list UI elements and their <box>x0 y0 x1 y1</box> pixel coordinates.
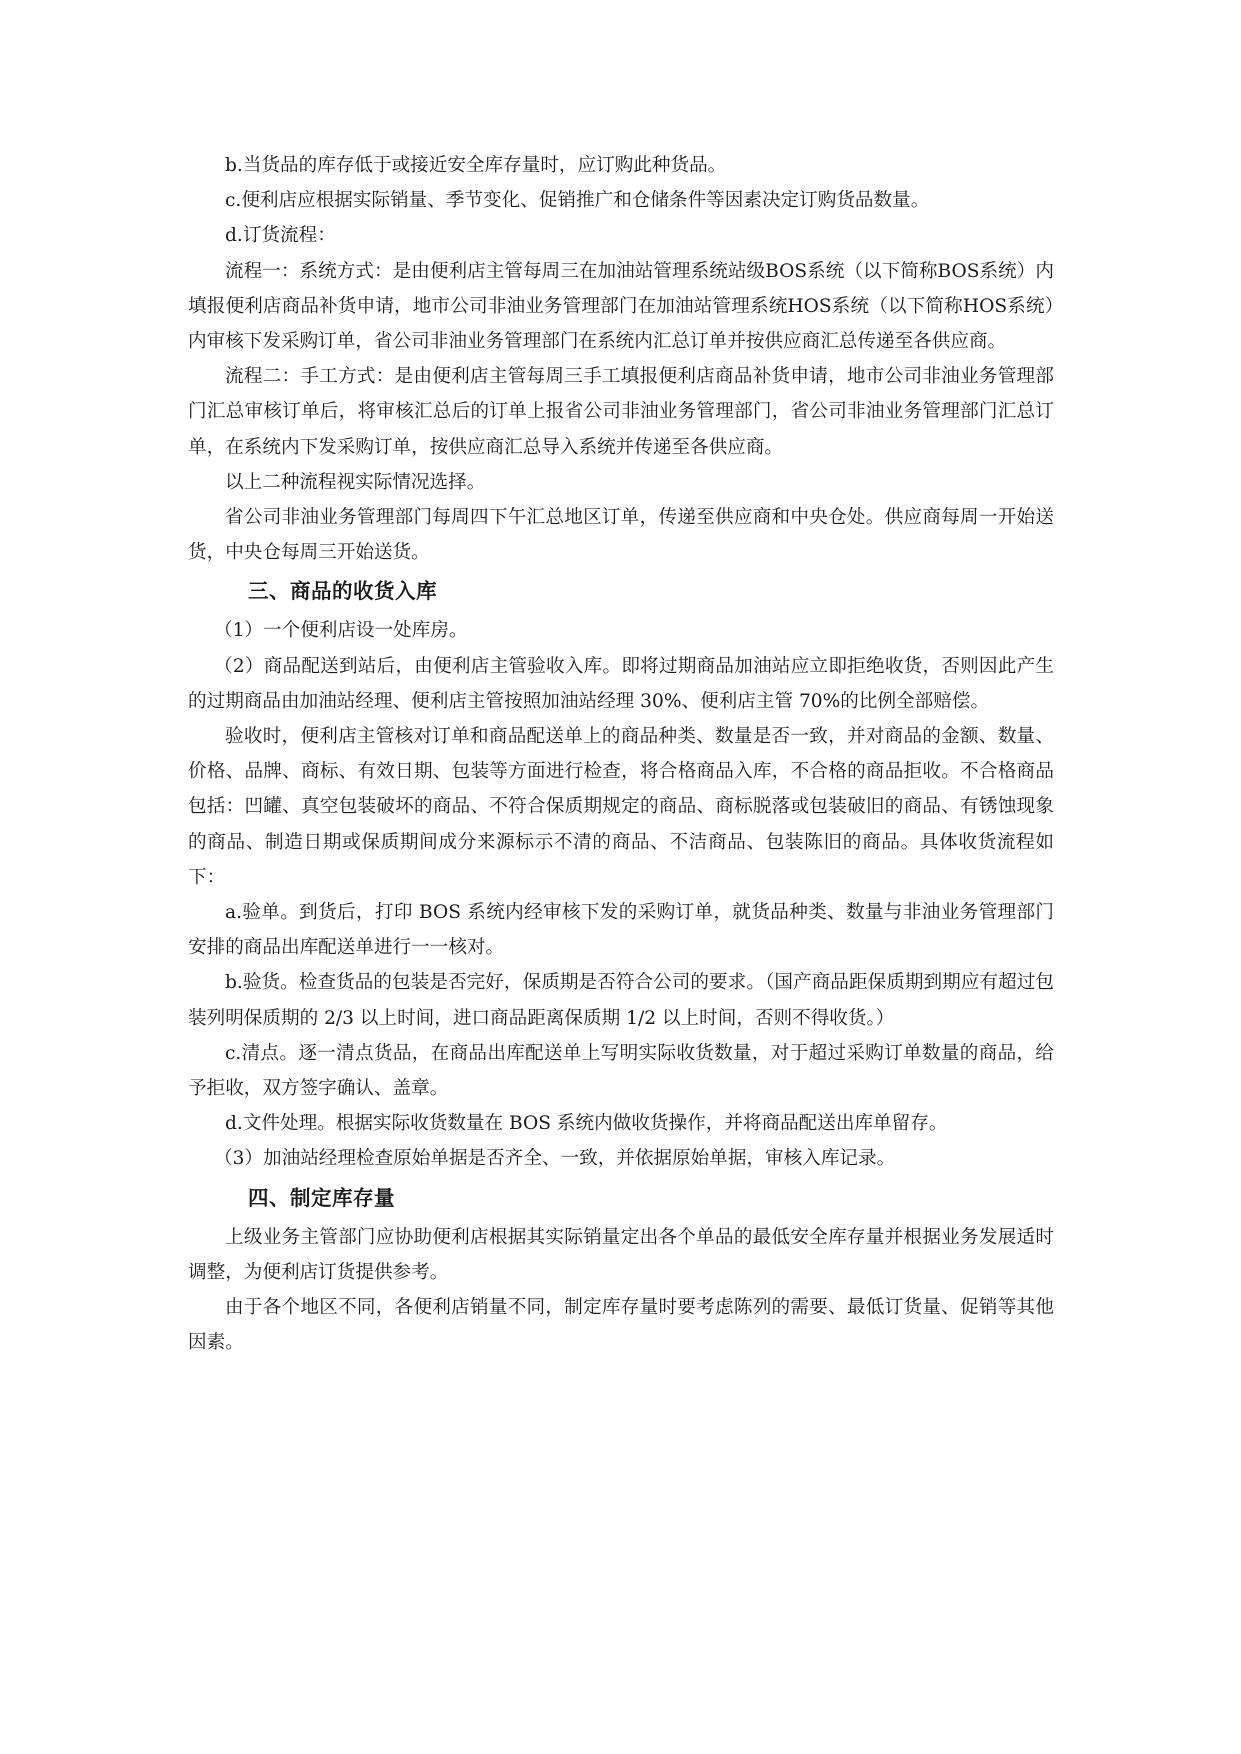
paragraph-delivery-acceptance: （2）商品配送到站后，由便利店主管验收入库。即将过期商品加油站应立即拒绝收货，否则因此产生的过期商品由加油站经理、便利店主管按照加油站经理 30%、便利店主管 70%的比例全部赔偿。 <box>188 655 1054 712</box>
paragraph-process-choice: 以上二种流程视实际情况选择。 <box>225 471 486 493</box>
document-body <box>188 148 1054 1361</box>
paragraph-inspection: 验收时，便利店主管核对订单和商品配送单上的商品种类、数量是否一致，并对商品的金额、数量、价格、品牌、商标、有效日期、包装等方面进行检查，将合格商品入库，不合格的商品拒收。不合格商品包括：凹罐、真空包装破坏的商品、不符合保质期规定的商品、商标脱落或包装破旧的商品、有锈蚀现象的商品、制造日期或保质期间成分来源标示不清的商品、不洁商品、包装陈旧的商品。具体收货流程如下： <box>188 726 1054 888</box>
paragraph-stock-factors: 由于各个地区不同，各便利店销量不同，制定库存量时要考虑陈列的需要、最低订货量、促销等其他因素。 <box>188 1297 1054 1354</box>
paragraph-c-order-quantity: c.便利店应根据实际销量、季节变化、促销推广和仓储条件等因素决定订购货品数量。 <box>225 190 930 212</box>
paragraph-order-summary: 省公司非油业务管理部门每周四下午汇总地区订单，传递至供应商和中央仓处。供应商每周一开始送货，中央仓每周三开始送货。 <box>188 507 1054 564</box>
paragraph-d-order-process: d.订货流程： <box>225 225 336 247</box>
section-heading-receiving: 三、商品的收货入库 <box>248 579 437 604</box>
paragraph-c-count-goods: c.清点。逐一清点货品，在商品出库配送单上写明实际收货数量，对于超过采购订单数量的商品，给予拒收，双方签字确认、盖章。 <box>188 1042 1054 1100</box>
section-heading-inventory: 四、制定库存量 <box>248 1185 395 1210</box>
paragraph-safety-stock: 上级业务主管部门应协助便利店根据其实际销量定出各个单品的最低安全库存量并根据业务发展适时调整，为便利店订货提供参考。 <box>188 1226 1054 1283</box>
paragraph-a-verify-order: a.验单。到货后，打印 BOS 系统内经审核下发的采购订单，就货品种类、数量与非油业务管理部门安排的商品出库配送单进行一一核对。 <box>188 902 1054 959</box>
paragraph-storeroom: （1）一个便利店设一处库房。 <box>214 620 468 642</box>
paragraph-manager-review: （3）加油站经理检查原始单据是否齐全、一致，并依据原始单据，审核入库记录。 <box>214 1148 896 1170</box>
paragraph-b-inspect-goods: b.验货。检查货品的包装是否完好，保质期是否符合公司的要求。（国产商品距保质期到期应有超过包装列明保质期的 2/3 以上时间，进口商品距离保质期 1/2 以上时间，否则不得收货。） <box>188 972 1054 1029</box>
paragraph-process-two: 流程二：手工方式：是由便利店主管每周三手工填报便利店商品补货申请，地市公司非油业务管理部门汇总审核订单后，将审核汇总后的订单上报省公司非油业务管理部门，省公司非油业务管理部门汇总订单，在系统内下发采购订单，按供应商汇总导入系统并传递至各供应商。 <box>188 366 1054 458</box>
paragraph-process-one: 流程一：系统方式：是由便利店主管每周三在加油站管理系统站级BOS系统（以下简称BOS系统）内填报便利店商品补货申请，地市公司非油业务管理部门在加油站管理系统HOS系统（以下简称HOS系统）内审核下发采购订单，省公司非油业务管理部门在系统内汇总订单并按供应商汇总传递至各供应商。 <box>188 260 1054 353</box>
paragraph-b-reorder-point: b.当货品的库存低于或接近安全库存量时，应订购此种货品。 <box>225 155 727 176</box>
paragraph-d-file-handling: d.文件处理。根据实际收货数量在 BOS 系统内做收货操作，并将商品配送出库单留存。 <box>225 1113 948 1135</box>
